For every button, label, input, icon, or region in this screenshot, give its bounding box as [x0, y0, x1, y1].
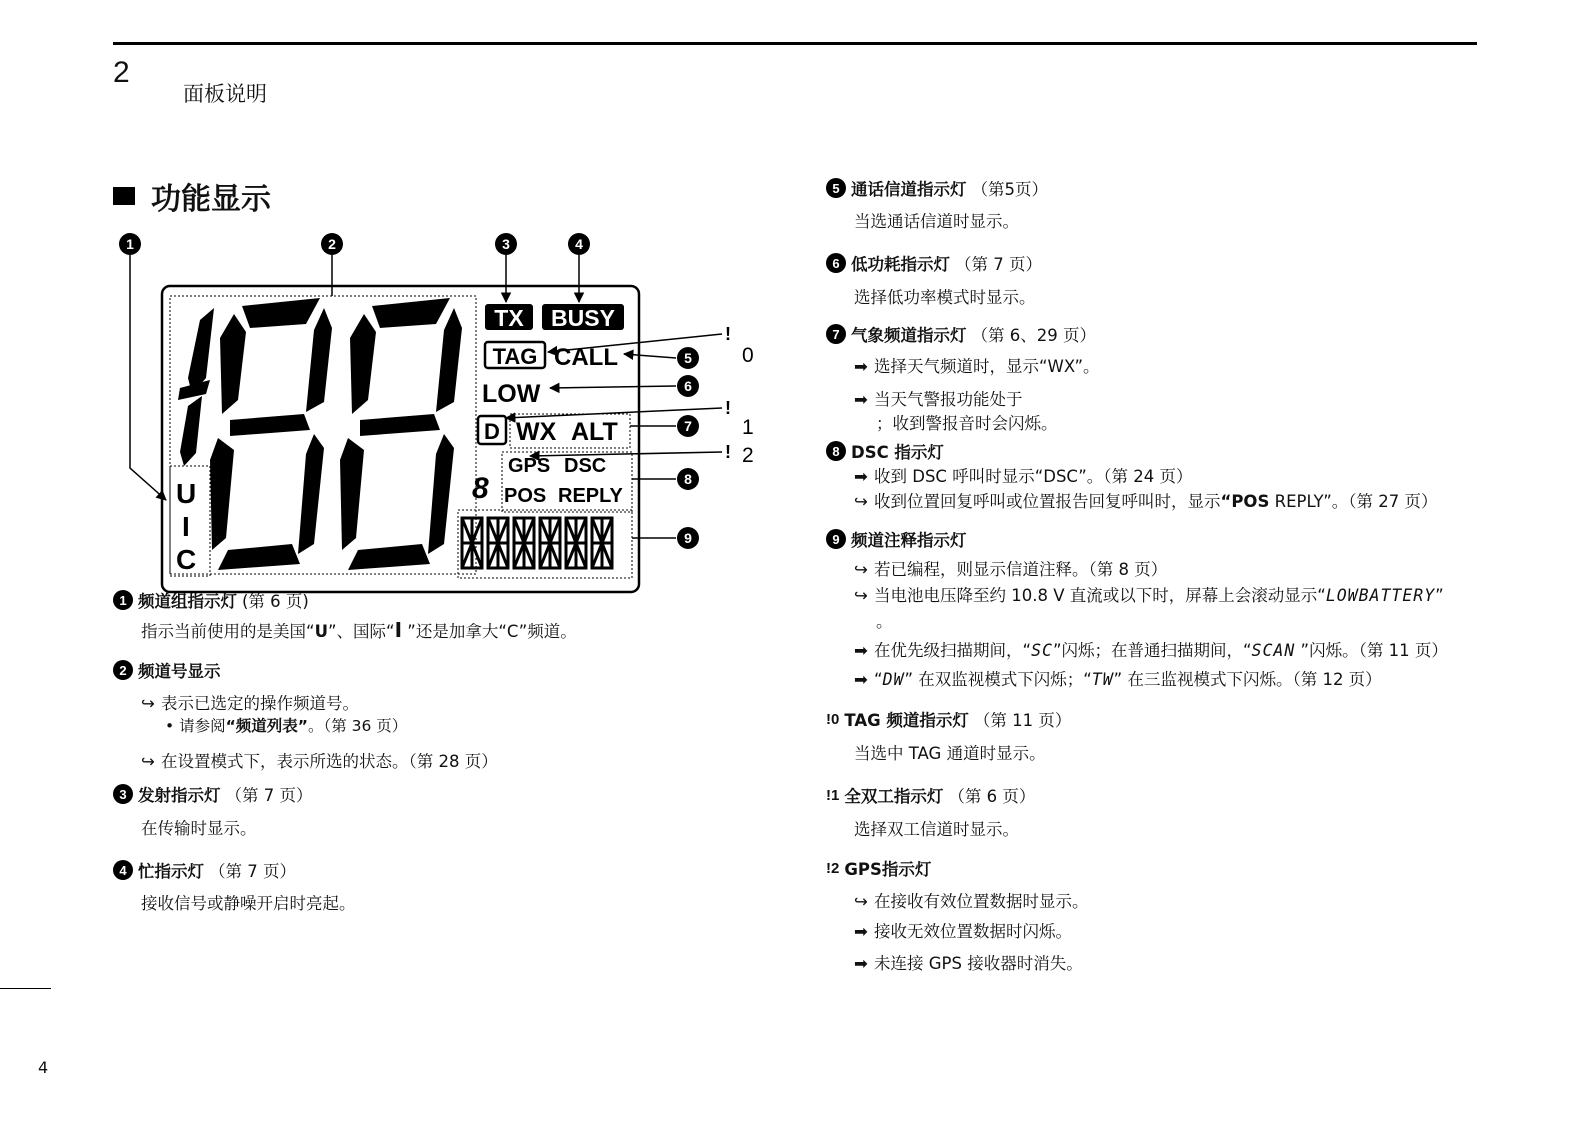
call-indicator: CALL	[554, 344, 618, 371]
top-rule	[113, 42, 1477, 45]
svg-text:7: 7	[684, 418, 692, 434]
lcd-diagram	[110, 228, 780, 608]
callout-2	[321, 233, 343, 255]
item-5-body: 当选通话信道时显示。	[854, 212, 1019, 231]
svg-text:6: 6	[684, 378, 692, 394]
arrow-right-icon: ➡	[854, 390, 868, 409]
hook-arrow-icon: ↪	[854, 560, 868, 579]
hook-arrow-icon: ↪	[141, 694, 155, 713]
item-1-heading	[113, 588, 309, 612]
item-2-line-3: ↪ 在设置模式下，表示所选的状态。（第 28 页）	[141, 752, 498, 771]
item-7-line-3: ；收到警报音时会闪烁。	[876, 414, 1058, 433]
item-title: 频道组指示灯	[138, 592, 237, 611]
item-2-heading: 2 频道号显示	[113, 658, 221, 682]
item-9-line-3: ➡ 在优先级扫描期间，“SC”闪烁；在普通扫描期间，“SCAN ”闪烁。（第 11 页）	[854, 641, 1448, 660]
item-8-heading: 8 DSC 指示灯	[826, 439, 944, 463]
item-page: (第 6 页)	[242, 592, 309, 611]
small-digit: 8	[472, 472, 489, 505]
arrow-right-icon: ➡	[854, 357, 868, 376]
item-number: 1	[113, 590, 133, 610]
item-9-line-2b: 。	[876, 612, 893, 631]
digit-large-1	[210, 298, 332, 570]
item-4-heading: 4 忙指示灯 （第 7 页）	[113, 858, 296, 882]
low-indicator: LOW	[482, 380, 541, 408]
item-9-line-4: ➡ “DW” 在双监视模式下闪烁；“TW” 在三监视模式下闪烁。（第 12 页）	[854, 670, 1382, 689]
lcd-text: LOWBATTERY	[1325, 586, 1436, 605]
item-2-line-2: • 请参阅“频道列表”。（第 36 页）	[165, 717, 408, 735]
svg-text:1: 1	[126, 236, 134, 252]
arrow-right-icon: ➡	[854, 641, 868, 660]
item-6-body: 选择低功率模式时显示。	[854, 288, 1036, 307]
section-square-icon	[113, 187, 135, 205]
svg-text:8: 8	[684, 471, 692, 487]
item-9-heading: 9 频道注释指示灯	[826, 527, 967, 551]
item-12-line-3: ➡ 未连接 GPS 接收器时消失。	[854, 954, 1083, 973]
svg-text:3: 3	[502, 236, 510, 252]
channel-group-i: I	[182, 511, 190, 542]
hook-arrow-icon: ↪	[141, 752, 155, 771]
digit-one	[178, 308, 214, 466]
svg-text:!: !	[725, 398, 731, 418]
item-7-heading: 7 气象频道指示灯 （第 6、29 页）	[826, 322, 1096, 346]
item-3-body: 在传输时显示。	[141, 819, 257, 838]
item-8-line-2: ↪ 收到位置回复呼叫或位置报告回复呼叫时，显示“POS REPLY”。（第 27 页）	[854, 492, 1438, 511]
item-10-heading: !0 TAG 频道指示灯 （第 11 页）	[826, 710, 1072, 730]
dsc-indicator: DSC	[564, 455, 607, 477]
callout-5	[677, 347, 699, 369]
wx-indicator: WX	[516, 418, 557, 446]
item-10-body: 当选中 TAG 通道时显示。	[854, 744, 1046, 763]
tx-indicator: TX	[494, 305, 524, 331]
item-12-line-2: ➡ 接收无效位置数据时闪烁。	[854, 922, 1072, 941]
item-2-line-1: ↪ 表示已选定的操作频道号。	[141, 694, 359, 713]
comment-characters	[462, 518, 612, 568]
item-4-body: 接收信号或静噪开启时亮起。	[141, 894, 356, 913]
svg-text:2: 2	[742, 444, 754, 467]
callout-1	[119, 233, 141, 255]
item-5-heading: 5 通话信道指示灯 （第5页）	[826, 176, 1048, 200]
svg-text:!: !	[725, 324, 731, 344]
item-1-body: 指示当前使用的是美国“U”、国际“I ”还是加拿大“C”频道。	[141, 618, 577, 642]
callout-6	[677, 375, 699, 397]
chapter-title: 面板说明	[183, 82, 267, 106]
svg-text:2: 2	[328, 236, 336, 252]
callout-10	[725, 324, 754, 367]
page-number: 4	[38, 1058, 49, 1077]
svg-text:!: !	[725, 442, 731, 462]
item-7-line-2: ➡ 当天气警报功能处于	[854, 390, 1023, 409]
arrow-right-icon: ➡	[854, 922, 868, 941]
callout-7	[677, 415, 699, 437]
reply-indicator: REPLY	[558, 485, 623, 507]
svg-text:4: 4	[575, 236, 583, 252]
chapter-number: 2	[113, 56, 130, 89]
svg-text:9: 9	[684, 530, 692, 546]
item-9-line-2: ↪ 当电池电压降至约 10.8 V 直流或以下时，屏幕上会滚动显示“LOWBATTERY”	[854, 586, 1444, 605]
arrow-right-icon: ➡	[854, 467, 868, 486]
hook-arrow-icon: ↪	[854, 586, 868, 605]
gps-indicator: GPS	[508, 455, 551, 477]
item-8-line-1: ➡ 收到 DSC 呼叫时显示“DSC”。（第 24 页）	[854, 467, 1193, 486]
hook-arrow-icon: ↪	[854, 492, 868, 511]
busy-indicator: BUSY	[551, 305, 615, 331]
item-12-heading: !2 GPS指示灯	[826, 859, 932, 879]
pos-indicator: POS	[504, 485, 547, 507]
channel-group-u: U	[176, 478, 197, 509]
item-11-heading: !1 全双工指示灯 （第 6 页）	[826, 786, 1036, 806]
svg-text:5: 5	[684, 350, 692, 366]
svg-text:0: 0	[742, 344, 754, 367]
hook-arrow-icon: ↪	[854, 892, 868, 911]
callout-11	[725, 398, 754, 439]
item-6-heading: 6 低功耗指示灯 （第 7 页）	[826, 251, 1042, 275]
svg-text:1: 1	[742, 416, 754, 439]
callout-12	[725, 442, 754, 467]
callout-9	[677, 527, 699, 549]
digit-large-2	[340, 298, 462, 570]
item-9-line-1: ↪ 若已编程，则显示信道注释。（第 8 页）	[854, 560, 1168, 579]
item-12-line-1: ↪ 在接收有效位置数据时显示。	[854, 892, 1089, 911]
item-3-heading: 3 发射指示灯 （第 7 页）	[113, 782, 313, 806]
item-11-body: 选择双工信道时显示。	[854, 820, 1019, 839]
tag-indicator: TAG	[492, 344, 538, 369]
alt-indicator: ALT	[571, 418, 618, 446]
callout-3	[495, 233, 517, 255]
callout-8	[677, 468, 699, 490]
arrow-right-icon: ➡	[854, 670, 868, 689]
duplex-indicator: D	[484, 419, 500, 444]
arrow-right-icon: ➡	[854, 954, 868, 973]
channel-group-c: C	[176, 544, 197, 575]
item-7-line-1: ➡ 选择天气频道时，显示“WX”。	[854, 357, 1100, 376]
footer-rule	[0, 988, 51, 989]
section-heading	[113, 174, 271, 218]
section-title: 功能显示	[151, 182, 271, 217]
callout-4	[568, 233, 590, 255]
